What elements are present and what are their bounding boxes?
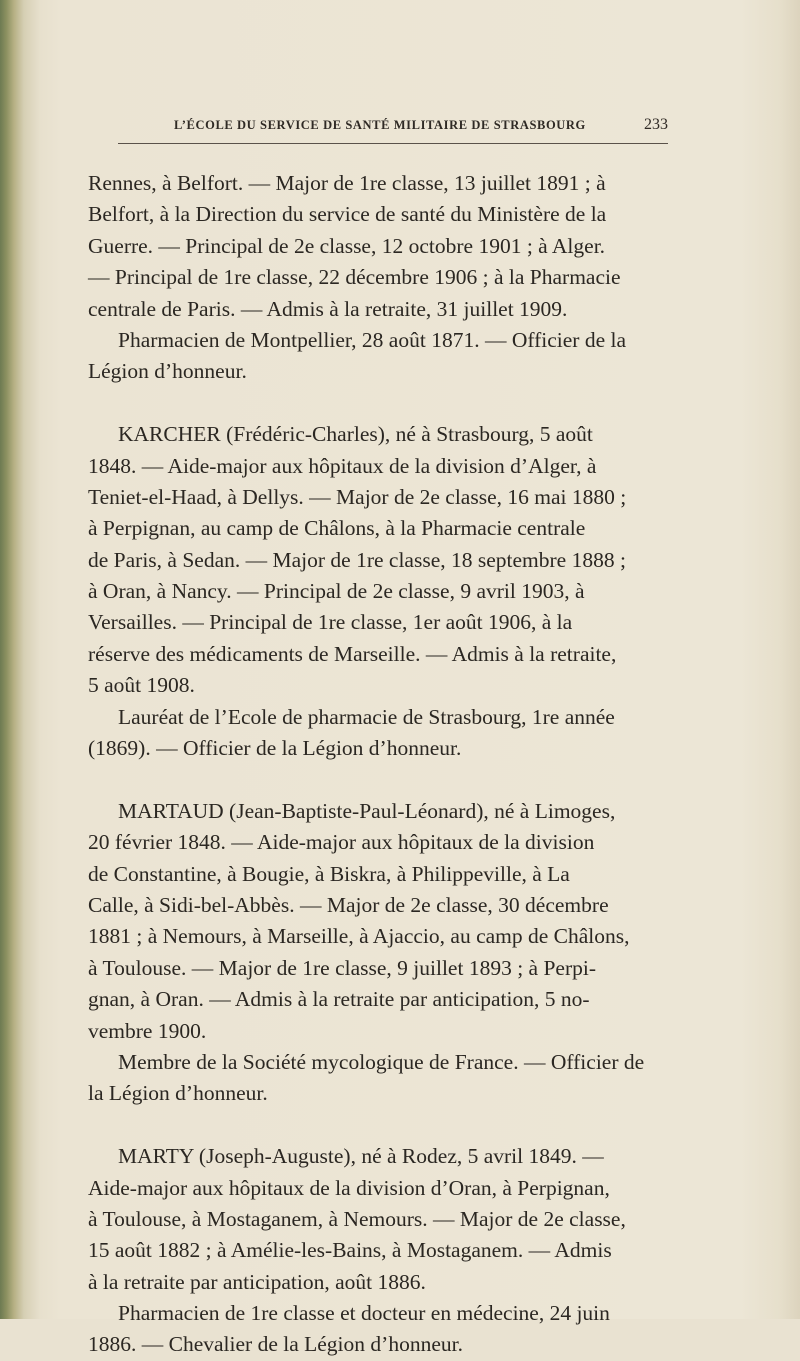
text-line: 15 août 1882 ; à Amélie-les-Bains, à Mostaganem. — Admis (88, 1238, 612, 1263)
text-line: à la retraite par anticipation, août 1886. (88, 1269, 426, 1294)
text-line: Pharmacien de Montpellier, 28 août 1871. — Officier de la (118, 327, 627, 352)
text-line: Calle, à Sidi-bel-Abbès. — Major de 2e classe, 30 décembre (88, 892, 609, 917)
text-line: Guerre. — Principal de 2e classe, 12 octobre 1901 ; à Alger. (88, 233, 606, 258)
entry-gap (88, 764, 668, 795)
text-line: — Principal de 1re classe, 22 décembre 1906 ; à la Pharmacie (88, 265, 621, 290)
text-line: Membre de la Société mycologique de France. — Officier de (118, 1049, 645, 1074)
text-line: à Toulouse, à Mostaganem, à Nemours. — Major de 2e classe, (88, 1206, 626, 1231)
running-header (118, 116, 668, 136)
text-line: à Oran, à Nancy. — Principal de 2e classe, 9 avril 1903, à (88, 579, 585, 604)
paragraph-note (88, 1298, 668, 1361)
page-body (88, 168, 668, 1361)
text-line: (1869). — Officier de la Légion d’honneur. (88, 736, 462, 761)
text-line: 5 août 1908. (88, 673, 195, 698)
text-line: KARCHER (Frédéric-Charles), né à Strasbourg, 5 août (118, 422, 593, 447)
text-line: Lauréat de l’Ecole de pharmacie de Strasbourg, 1re année (118, 704, 615, 729)
text-line: MARTAUD (Jean-Baptiste-Paul-Léonard), né à Limoges, (118, 798, 616, 823)
text-line: 1886. — Chevalier de la Légion d’honneur. (88, 1332, 463, 1357)
text-line: Rennes, à Belfort. — Major de 1re classe, 13 juillet 1891 ; à (88, 171, 606, 195)
text-line: MARTY (Joseph-Auguste), né à Rodez, 5 avril 1849. — (118, 1144, 604, 1169)
paragraph-continuation (88, 168, 668, 325)
paragraph-note (88, 702, 668, 765)
text-line: vembre 1900. (88, 1018, 207, 1043)
text-line: la Légion d’honneur. (88, 1081, 268, 1106)
text-line: à Perpignan, au camp de Châlons, à la Pharmacie centrale (88, 516, 586, 541)
text-line: de Paris, à Sedan. — Major de 1re classe, 18 septembre 1888 ; (88, 547, 626, 572)
text-line: Légion d’honneur. (88, 359, 247, 384)
paragraph-note (88, 325, 668, 388)
text-line: gnan, à Oran. — Admis à la retraite par anticipation, 5 no- (88, 987, 590, 1012)
text-line: Versailles. — Principal de 1re classe, 1er août 1906, à la (88, 610, 573, 635)
running-title: L’ÉCOLE DU SERVICE DE SANTÉ MILITAIRE DE STRASBOURG (174, 118, 586, 132)
text-line: Pharmacien de 1re classe et docteur en médecine, 24 juin (118, 1301, 610, 1326)
text-line: 1881 ; à Nemours, à Marseille, à Ajaccio, au camp de Châlons, (88, 924, 630, 949)
text-line: Aide-major aux hôpitaux de la division d’Oran, à Perpignan, (88, 1175, 610, 1200)
text-line: réserve des médicaments de Marseille. — Admis à la retraite, (88, 641, 617, 666)
entry-marty (88, 1141, 668, 1298)
entry-martaud (88, 796, 668, 1047)
text-line: Teniet-el-Haad, à Dellys. — Major de 2e classe, 16 mai 1880 ; (88, 484, 627, 509)
header-rule (118, 143, 668, 144)
entry-gap (88, 388, 668, 419)
paragraph-note (88, 1047, 668, 1110)
text-line: 1848. — Aide-major aux hôpitaux de la division d’Alger, à (88, 453, 597, 478)
text-line: à Toulouse. — Major de 1re classe, 9 juillet 1893 ; à Perpi- (88, 955, 597, 980)
text-line: de Constantine, à Bougie, à Biskra, à Philippeville, à La (88, 861, 570, 886)
entry-karcher (88, 419, 668, 702)
entry-gap (88, 1110, 668, 1141)
text-line: Belfort, à la Direction du service de santé du Ministère de la (88, 202, 607, 227)
text-line: 20 février 1848. — Aide-major aux hôpitaux de la division (88, 830, 595, 855)
page-number: 233 (644, 116, 668, 133)
text-line: centrale de Paris. — Admis à la retraite, 31 juillet 1909. (88, 296, 568, 321)
